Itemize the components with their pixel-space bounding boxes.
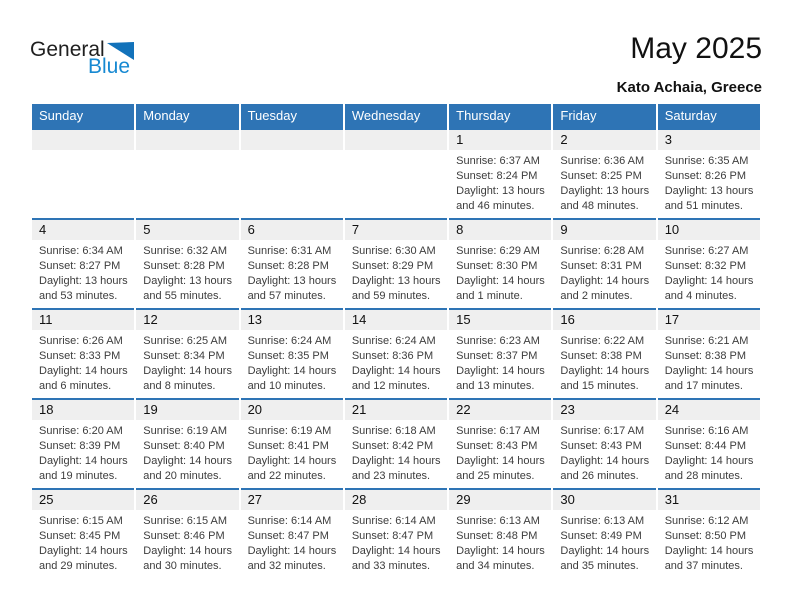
day-cell [658,488,760,578]
weekday-header-thursday: Thursday [449,104,551,128]
sunrise-text: Sunrise: 6:19 AM [247,425,332,437]
day-cell [136,128,238,218]
daylight-text-line1: Daylight: 13 hours [247,275,337,287]
day-number-band [449,130,551,150]
day-number: 26 [143,492,158,507]
day-number: 3 [664,132,672,147]
daylight-text-line1: Daylight: 14 hours [247,545,337,557]
day-number-band [345,310,447,330]
daylight-text-line1: Daylight: 13 hours [456,185,545,197]
day-cell [345,218,447,308]
sunset-text: Sunset: 8:39 PM [39,440,121,452]
day-details [32,330,134,394]
sunrise-text: Sunrise: 6:25 AM [143,335,228,347]
daylight-text-line2: and 8 minutes. [143,380,216,392]
daylight-text-line2: and 51 minutes. [664,200,743,212]
sunset-text: Sunset: 8:43 PM [560,440,642,452]
sunrise-text: Sunrise: 6:26 AM [39,335,123,347]
day-number-band [241,310,343,330]
daylight-text-line2: and 48 minutes. [560,200,639,212]
daylight-text-line2: and 1 minute. [456,290,523,302]
day-details [553,150,655,214]
day-details [658,330,760,394]
sunrise-text: Sunrise: 6:21 AM [664,335,749,347]
sunset-text: Sunset: 8:47 PM [351,530,434,542]
sunrise-text: Sunrise: 6:37 AM [456,155,540,167]
logo-text-blue: Blue [87,55,130,78]
day-number-band [449,400,551,420]
day-number: 7 [351,222,360,237]
day-cell [658,398,760,488]
daylight-text-line2: and 17 minutes. [664,380,743,392]
daylight-text-line1: Daylight: 14 hours [39,545,128,557]
daylight-text-line1: Daylight: 14 hours [143,545,232,557]
daylight-text-line1: Daylight: 14 hours [143,365,232,377]
day-number: 29 [456,492,471,507]
day-number: 31 [664,492,680,507]
day-cell [241,488,343,578]
day-number: 25 [39,492,54,507]
weekday-header-monday: Monday [136,104,238,128]
sunrise-text: Sunrise: 6:23 AM [456,335,540,347]
day-cell [449,398,551,488]
sunrise-text: Sunrise: 6:17 AM [560,425,645,437]
day-details [553,240,655,304]
day-details [241,240,343,304]
day-cell [658,128,760,218]
daylight-text-line2: and 29 minutes. [39,560,118,572]
weekday-header-wednesday: Wednesday [345,104,447,128]
day-details [32,150,134,154]
sunrise-text: Sunrise: 6:35 AM [664,155,749,167]
day-number-band [241,220,343,240]
day-number-band [345,130,447,150]
sunrise-text: Sunrise: 6:31 AM [247,245,332,257]
day-number-band [553,400,655,420]
sunset-text: Sunset: 8:26 PM [664,170,747,182]
sunrise-text: Sunrise: 6:18 AM [351,425,436,437]
sunset-text: Sunset: 8:34 PM [143,350,225,362]
day-details [241,510,343,574]
day-details [241,420,343,484]
daylight-text-line1: Daylight: 14 hours [664,365,754,377]
day-number-band [136,400,238,420]
day-number: 18 [39,402,54,417]
day-number-band [136,490,238,510]
day-cell [658,218,760,308]
sunset-text: Sunset: 8:30 PM [456,260,538,272]
day-number-band [658,490,760,510]
day-details [345,240,447,304]
daylight-text-line1: Daylight: 13 hours [560,185,650,197]
day-details [136,420,238,484]
day-number: 11 [39,312,53,327]
day-number: 17 [664,312,680,327]
day-cell [553,218,655,308]
day-number-band [553,130,655,150]
day-number-band [553,310,655,330]
daylight-text-line1: Daylight: 14 hours [664,545,754,557]
day-cell [241,218,343,308]
daylight-text-line1: Daylight: 14 hours [560,365,650,377]
sunset-text: Sunset: 8:32 PM [664,260,747,272]
weekday-header-row [32,104,760,128]
day-cell [345,398,447,488]
sunset-text: Sunset: 8:35 PM [247,350,329,362]
day-number-band [136,220,238,240]
daylight-text-line1: Daylight: 14 hours [247,365,337,377]
sunrise-text: Sunrise: 6:20 AM [39,425,123,437]
sunrise-text: Sunrise: 6:12 AM [664,515,749,527]
daylight-text-line1: Daylight: 14 hours [560,455,650,467]
sunset-text: Sunset: 8:28 PM [143,260,225,272]
day-number: 15 [456,312,471,327]
sunrise-text: Sunrise: 6:13 AM [560,515,645,527]
week-row [32,218,760,308]
sunset-text: Sunset: 8:25 PM [560,170,642,182]
day-number-band [241,490,343,510]
daylight-text-line2: and 22 minutes. [247,470,326,482]
daylight-text-line2: and 35 minutes. [560,560,639,572]
daylight-text-line2: and 37 minutes. [664,560,743,572]
day-number: 28 [351,492,367,507]
day-number: 2 [560,132,568,147]
day-cell [658,308,760,398]
daylight-text-line1: Daylight: 14 hours [664,275,754,287]
day-cell [241,128,343,218]
sunset-text: Sunset: 8:28 PM [247,260,329,272]
day-number: 1 [456,132,464,147]
daylight-text-line2: and 12 minutes. [351,380,431,392]
daylight-text-line2: and 19 minutes. [39,470,118,482]
day-cell [553,398,655,488]
daylight-text-line1: Daylight: 14 hours [351,545,441,557]
daylight-text-line2: and 23 minutes. [351,470,431,482]
day-number-band [136,130,238,150]
sunset-text: Sunset: 8:44 PM [664,440,747,452]
daylight-text-line2: and 20 minutes. [143,470,222,482]
day-number-band [553,490,655,510]
daylight-text-line1: Daylight: 14 hours [351,365,441,377]
weekday-header-friday: Friday [553,104,655,128]
day-cell [136,398,238,488]
day-cell [553,308,655,398]
daylight-text-line2: and 34 minutes. [456,560,535,572]
day-number: 12 [143,312,158,327]
day-number: 21 [351,402,367,417]
day-details [136,150,238,154]
daylight-text-line2: and 26 minutes. [560,470,639,482]
day-details [658,420,760,484]
day-number-band [658,310,760,330]
daylight-text-line1: Daylight: 13 hours [143,275,232,287]
day-number-band [449,490,551,510]
daylight-text-line2: and 25 minutes. [456,470,535,482]
daylight-text-line1: Daylight: 14 hours [456,365,545,377]
daylight-text-line1: Daylight: 13 hours [351,275,441,287]
sunset-text: Sunset: 8:38 PM [560,350,642,362]
day-number-band [136,310,238,330]
day-number-band [345,490,447,510]
sunrise-text: Sunrise: 6:15 AM [143,515,228,527]
day-details [553,420,655,484]
sunset-text: Sunset: 8:49 PM [560,530,642,542]
sunset-text: Sunset: 8:46 PM [143,530,225,542]
day-cell [553,128,655,218]
sunrise-text: Sunrise: 6:32 AM [143,245,228,257]
day-details [136,240,238,304]
day-details [449,330,551,394]
calendar-table [30,104,762,578]
day-number: 13 [247,312,263,327]
daylight-text-line2: and 46 minutes. [456,200,535,212]
sunrise-text: Sunrise: 6:14 AM [351,515,436,527]
daylight-text-line2: and 4 minutes. [664,290,737,302]
day-cell [136,308,238,398]
day-cell [32,488,134,578]
week-row [32,398,760,488]
sunset-text: Sunset: 8:38 PM [664,350,747,362]
day-number: 19 [143,402,158,417]
logo-text-general: General [30,38,105,61]
sunset-text: Sunset: 8:40 PM [143,440,225,452]
week-row [32,128,760,218]
daylight-text-line1: Daylight: 14 hours [456,455,545,467]
day-number: 10 [664,222,680,237]
sunrise-text: Sunrise: 6:22 AM [560,335,645,347]
day-number: 20 [247,402,263,417]
day-number-band [32,130,134,150]
week-row [32,488,760,578]
daylight-text-line2: and 13 minutes. [456,380,535,392]
sunrise-text: Sunrise: 6:15 AM [39,515,123,527]
day-number-band [32,310,134,330]
sunrise-text: Sunrise: 6:30 AM [351,245,436,257]
sunrise-text: Sunrise: 6:17 AM [456,425,540,437]
daylight-text-line2: and 57 minutes. [247,290,326,302]
day-details [345,150,447,154]
sunrise-text: Sunrise: 6:28 AM [560,245,645,257]
sunset-text: Sunset: 8:45 PM [39,530,121,542]
day-number-band [658,130,760,150]
sunset-text: Sunset: 8:50 PM [664,530,747,542]
day-number-band [345,400,447,420]
sunrise-text: Sunrise: 6:19 AM [143,425,228,437]
day-number: 9 [560,222,568,237]
sunrise-text: Sunrise: 6:27 AM [664,245,749,257]
weekday-header-sunday: Sunday [32,104,134,128]
day-number: 6 [247,222,255,237]
sunset-text: Sunset: 8:47 PM [247,530,329,542]
day-cell [449,308,551,398]
day-number-band [241,400,343,420]
daylight-text-line1: Daylight: 14 hours [560,545,650,557]
day-cell [136,218,238,308]
day-cell [449,218,551,308]
day-details [345,330,447,394]
sunset-text: Sunset: 8:27 PM [39,260,121,272]
day-number-band [658,220,760,240]
day-details [345,420,447,484]
day-details [136,510,238,574]
day-details [658,240,760,304]
daylight-text-line2: and 32 minutes. [247,560,326,572]
day-number-band [241,130,343,150]
sunrise-text: Sunrise: 6:24 AM [351,335,436,347]
day-details [241,150,343,154]
daylight-text-line1: Daylight: 14 hours [664,455,754,467]
day-number-band [32,490,134,510]
day-cell [449,128,551,218]
daylight-text-line1: Daylight: 14 hours [456,545,545,557]
day-number: 24 [664,402,680,417]
day-cell [32,308,134,398]
day-cell [345,488,447,578]
day-details [32,240,134,304]
sunrise-text: Sunrise: 6:16 AM [664,425,749,437]
day-details [449,420,551,484]
daylight-text-line2: and 30 minutes. [143,560,222,572]
day-number: 8 [456,222,464,237]
day-number: 23 [560,402,575,417]
day-number: 16 [560,312,575,327]
day-number: 5 [143,222,151,237]
sunrise-text: Sunrise: 6:14 AM [247,515,332,527]
daylight-text-line2: and 15 minutes. [560,380,639,392]
daylight-text-line2: and 59 minutes. [351,290,431,302]
day-cell [32,218,134,308]
sunset-text: Sunset: 8:42 PM [351,440,434,452]
day-number: 22 [456,402,471,417]
day-cell [136,488,238,578]
daylight-text-line1: Daylight: 14 hours [456,275,545,287]
sunset-text: Sunset: 8:29 PM [351,260,434,272]
daylight-text-line1: Daylight: 14 hours [39,365,128,377]
day-details [32,420,134,484]
weekday-header-tuesday: Tuesday [241,104,343,128]
day-number-band [32,220,134,240]
sunset-text: Sunset: 8:33 PM [39,350,121,362]
day-details [658,510,760,574]
daylight-text-line2: and 28 minutes. [664,470,743,482]
sunset-text: Sunset: 8:48 PM [456,530,538,542]
logo [30,38,140,79]
day-number-band [32,400,134,420]
day-cell [241,398,343,488]
day-details [241,330,343,394]
day-details [449,150,551,214]
sunrise-text: Sunrise: 6:29 AM [456,245,540,257]
daylight-text-line1: Daylight: 13 hours [664,185,754,197]
day-details [345,510,447,574]
day-cell [345,128,447,218]
day-details [449,510,551,574]
daylight-text-line1: Daylight: 14 hours [143,455,232,467]
day-cell [32,398,134,488]
sunset-text: Sunset: 8:36 PM [351,350,434,362]
day-cell [553,488,655,578]
daylight-text-line2: and 6 minutes. [39,380,112,392]
day-details [553,510,655,574]
daylight-text-line2: and 10 minutes. [247,380,326,392]
day-number: 14 [351,312,367,327]
day-number-band [449,310,551,330]
day-details [553,330,655,394]
daylight-text-line2: and 33 minutes. [351,560,431,572]
sunrise-text: Sunrise: 6:36 AM [560,155,645,167]
day-number-band [449,220,551,240]
sunrise-text: Sunrise: 6:34 AM [39,245,123,257]
daylight-text-line1: Daylight: 14 hours [39,455,128,467]
daylight-text-line1: Daylight: 14 hours [247,455,337,467]
day-details [136,330,238,394]
day-cell [32,128,134,218]
day-number-band [553,220,655,240]
page-title: May 2025 [630,32,762,65]
day-number: 27 [247,492,263,507]
page-location: Kato Achaia, Greece [616,79,762,96]
day-number: 30 [560,492,575,507]
daylight-text-line2: and 2 minutes. [560,290,633,302]
day-details [449,240,551,304]
week-row [32,308,760,398]
day-number: 4 [39,222,47,237]
day-cell [449,488,551,578]
sunset-text: Sunset: 8:41 PM [247,440,329,452]
daylight-text-line1: Daylight: 13 hours [39,275,128,287]
sunset-text: Sunset: 8:37 PM [456,350,538,362]
daylight-text-line2: and 53 minutes. [39,290,118,302]
sunset-text: Sunset: 8:43 PM [456,440,538,452]
day-number-band [345,220,447,240]
day-cell [345,308,447,398]
sunrise-text: Sunrise: 6:24 AM [247,335,332,347]
day-details [32,510,134,574]
daylight-text-line1: Daylight: 14 hours [560,275,650,287]
day-number-band [658,400,760,420]
weekday-header-saturday: Saturday [658,104,760,128]
sunset-text: Sunset: 8:24 PM [456,170,538,182]
sunset-text: Sunset: 8:31 PM [560,260,642,272]
day-cell [241,308,343,398]
daylight-text-line2: and 55 minutes. [143,290,222,302]
sunrise-text: Sunrise: 6:13 AM [456,515,540,527]
daylight-text-line1: Daylight: 14 hours [351,455,441,467]
day-details [658,150,760,214]
